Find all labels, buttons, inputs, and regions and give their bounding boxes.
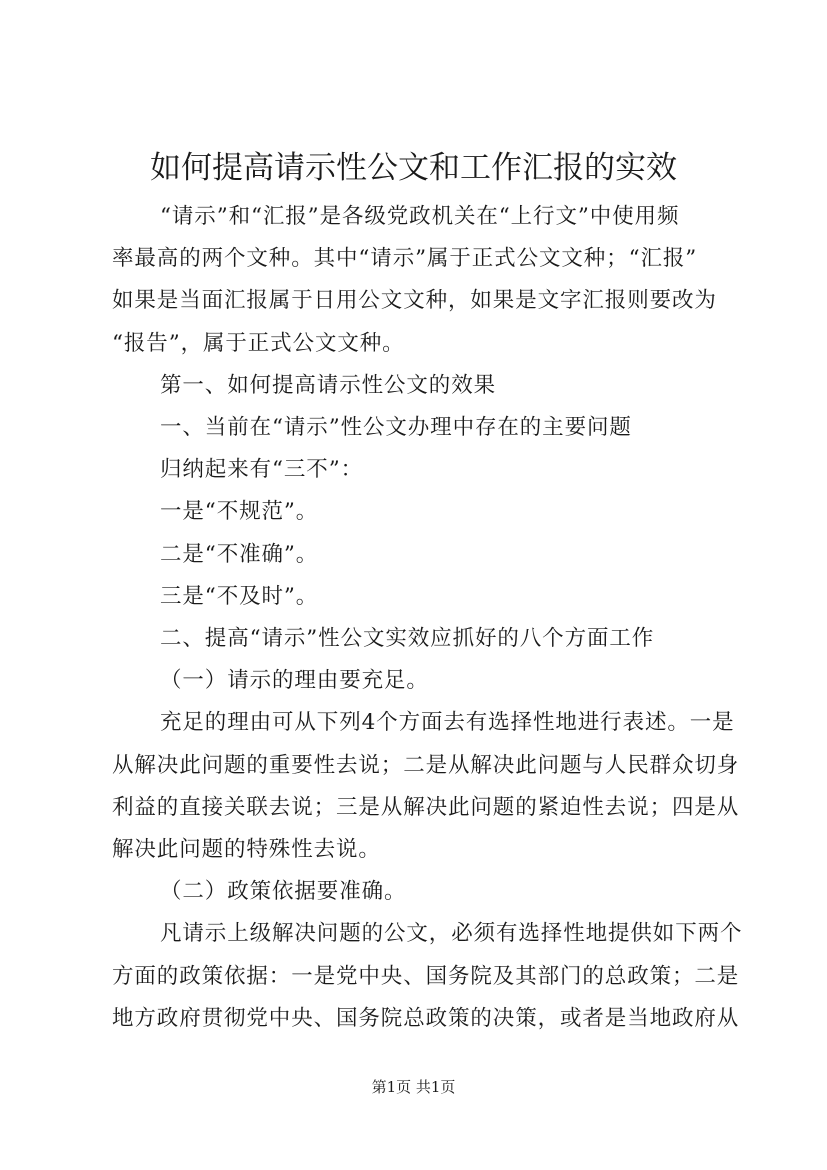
body-line: 一是“不规范”。	[160, 499, 319, 525]
body-line: 率最高的两个文种。其中“请示”属于正式公文文种；“汇报”	[112, 246, 698, 272]
body-line: 一、当前在“请示”性公文办理中存在的主要问题	[160, 415, 632, 441]
body-line: “报告”，属于正式公文文种。	[112, 330, 405, 356]
body-line: 利益的直接关联去说；三是从解决此问题的紧迫性去说；四是从	[112, 794, 740, 820]
body-line: （二）政策依据要准确。	[160, 879, 407, 905]
body-line: 从解决此问题的重要性去说；二是从解决此问题与人民群众切身	[112, 752, 740, 778]
document-title: 如何提高请示性公文和工作汇报的实效	[150, 150, 677, 186]
body-line: 三是“不及时”。	[160, 583, 319, 609]
page-footer: 第1页 共1页	[371, 1078, 456, 1096]
body-line: 方面的政策依据：一是党中央、国务院及其部门的总政策；二是	[112, 963, 740, 989]
body-line: （一）请示的理由要充足。	[160, 668, 429, 694]
body-line: 凡请示上级解决问题的公文，必须有选择性地提供如下两个	[160, 921, 743, 947]
document-body	[112, 196, 743, 1040]
body-line: 地方政府贯彻党中央、国务院总政策的决策，或者是当地政府从	[112, 1005, 740, 1031]
body-line: “请示”和“汇报”是各级党政机关在“上行文”中使用频	[160, 204, 680, 229]
body-line: 二、提高“请示”性公文实效应抓好的八个方面工作	[160, 626, 655, 652]
body-line: 如果是当面汇报属于日用公文文种，如果是文字汇报则要改为	[112, 288, 717, 314]
body-line: 二是“不准确”。	[160, 541, 319, 567]
body-line: 解决此问题的特殊性去说。	[112, 837, 381, 863]
body-line: 充足的理由可从下列4个方面去有选择性地进行表述。一是	[160, 710, 735, 736]
body-line: 第一、如何提高请示性公文的效果	[160, 372, 497, 398]
body-line: 归纳起来有“三不”：	[160, 457, 363, 483]
